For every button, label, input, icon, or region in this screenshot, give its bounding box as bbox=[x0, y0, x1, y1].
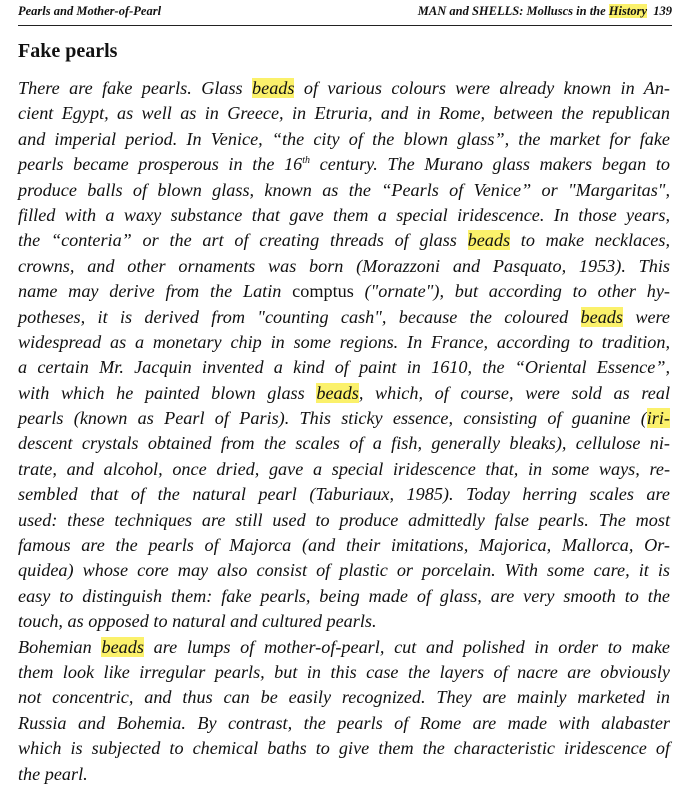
text-line bbox=[18, 508, 670, 533]
line-text: touch, as opposed to natural and cultured pearls. bbox=[18, 611, 377, 632]
text-line bbox=[18, 305, 670, 330]
line-text: name may derive from the Latin bbox=[18, 281, 293, 302]
search-highlight: iri- bbox=[646, 408, 670, 429]
text-line bbox=[18, 76, 670, 101]
search-highlight: beads bbox=[316, 382, 359, 403]
line-text: used: these techniques are still used to produce admittedly false pearls. The most bbox=[18, 509, 670, 530]
header-book-section: Pearls and Mother-of-Pearl bbox=[18, 4, 162, 18]
line-text: are lumps of mother-of-pearl, cut and polished in order to make bbox=[143, 636, 670, 657]
line-text: sembled that of the natural pearl (Taburiaux, 1985). Today herring scales are bbox=[18, 484, 670, 505]
line-text: Russia and Bohemia. By contrast, the pearls of Rome are made with alabaster bbox=[18, 712, 670, 733]
header-search-highlight: History bbox=[608, 4, 647, 18]
section-heading: Fake pearls bbox=[18, 40, 118, 62]
search-highlight: beads bbox=[252, 78, 295, 98]
line-text: them look like irregular pearls, but in this case the layers of nacre are obviously bbox=[18, 661, 670, 682]
line-text: potheses, it is derived from "counting cash", because the coloured bbox=[18, 306, 581, 327]
text-line bbox=[18, 203, 670, 228]
header-title-text: MAN and SHELLS: Molluscs in the bbox=[417, 4, 609, 18]
line-text: produce balls of blown glass, known as the “Pearls of Venice” or "Margaritas", bbox=[18, 179, 670, 200]
line-text: the “conteria” or the art of creating threads of glass bbox=[18, 230, 468, 251]
upright-term: comptus bbox=[292, 281, 354, 302]
text-line bbox=[18, 762, 670, 787]
text-line bbox=[18, 609, 670, 634]
text-line bbox=[18, 254, 670, 279]
line-text: There are fake pearls. Glass bbox=[18, 78, 253, 98]
line-text: ("ornate"), but according to other hy- bbox=[353, 281, 670, 302]
line-text: crowns, and other ornaments was born (Morazzoni and Pasquato, 1953). This bbox=[18, 255, 670, 276]
line-text: pearls (known as Pearl of Paris). This sticky essence, consisting of guanine ( bbox=[18, 408, 647, 429]
text-line bbox=[18, 457, 670, 482]
text-line bbox=[18, 279, 670, 304]
body-text bbox=[18, 76, 670, 787]
line-text: which is subjected to chemical baths to give them the characteristic iridescence of bbox=[18, 738, 670, 759]
line-text: a certain Mr. Jacquin invented a kind of paint in 1610, the “Oriental Essence”, bbox=[18, 357, 670, 378]
line-text: the pearl. bbox=[18, 763, 88, 784]
text-line bbox=[18, 330, 670, 355]
search-highlight: beads bbox=[580, 306, 623, 327]
line-text: of various colours were already known in An- bbox=[294, 78, 670, 98]
text-line bbox=[18, 406, 670, 431]
line-text: widespread as a monetary chip in some regions. In France, according to tradition, bbox=[18, 331, 670, 352]
header-book-title bbox=[418, 4, 672, 19]
header-rule bbox=[18, 25, 672, 26]
line-text: were bbox=[622, 306, 670, 327]
text-line bbox=[18, 178, 670, 203]
text-line bbox=[18, 584, 670, 609]
line-text: quidea) whose core may also consist of plastic or porcelain. With some care, it is bbox=[18, 560, 670, 581]
line-text: filled with a waxy substance that gave them a special iridescence. In those years, bbox=[18, 204, 670, 225]
line-text: pearls became prosperous in the 16 bbox=[18, 154, 303, 175]
page-number: 139 bbox=[653, 4, 672, 18]
text-line bbox=[18, 635, 670, 660]
line-text: to make necklaces, bbox=[510, 230, 671, 251]
text-line bbox=[18, 660, 670, 685]
line-text: not concentric, and thus can be easily recognized. They are mainly marketed in bbox=[18, 687, 670, 708]
line-text: with which he painted blown glass bbox=[18, 382, 317, 403]
text-line bbox=[18, 127, 670, 152]
text-line bbox=[18, 431, 670, 456]
line-text: Bohemian bbox=[18, 636, 102, 657]
line-text: , which, of course, were sold as real bbox=[358, 382, 671, 403]
running-header bbox=[18, 4, 672, 22]
text-line bbox=[18, 736, 670, 761]
line-text: trate, and alcohol, once dried, gave a special iridescence that, in some ways, re- bbox=[18, 458, 670, 479]
text-line bbox=[18, 685, 670, 710]
text-line bbox=[18, 533, 670, 558]
superscript: th bbox=[302, 155, 311, 167]
text-line bbox=[18, 558, 670, 583]
text-line bbox=[18, 711, 670, 736]
text-line bbox=[18, 482, 670, 507]
text-line bbox=[18, 152, 670, 177]
line-text: and imperial period. In Venice, “the city of the blown glass”, the market for fake bbox=[18, 128, 670, 149]
line-text: cient Egypt, as well as in Greece, in Etruria, and in Rome, between the republican bbox=[18, 103, 670, 124]
search-highlight: beads bbox=[467, 230, 511, 251]
line-text: descent crystals obtained from the scales of a fish, generally bleaks), cellulose ni- bbox=[18, 433, 670, 454]
text-line bbox=[18, 101, 670, 126]
text-line bbox=[18, 381, 670, 406]
line-text: century. The Murano glass makers began to bbox=[310, 154, 670, 175]
search-highlight: beads bbox=[101, 636, 144, 657]
text-line bbox=[18, 228, 670, 253]
text-line bbox=[18, 355, 670, 380]
line-text: famous are the pearls of Majorca (and their imitations, Majorica, Mallorca, Or- bbox=[18, 535, 670, 556]
line-text: easy to distinguish them: fake pearls, being made of glass, are very smooth to the bbox=[18, 585, 670, 606]
